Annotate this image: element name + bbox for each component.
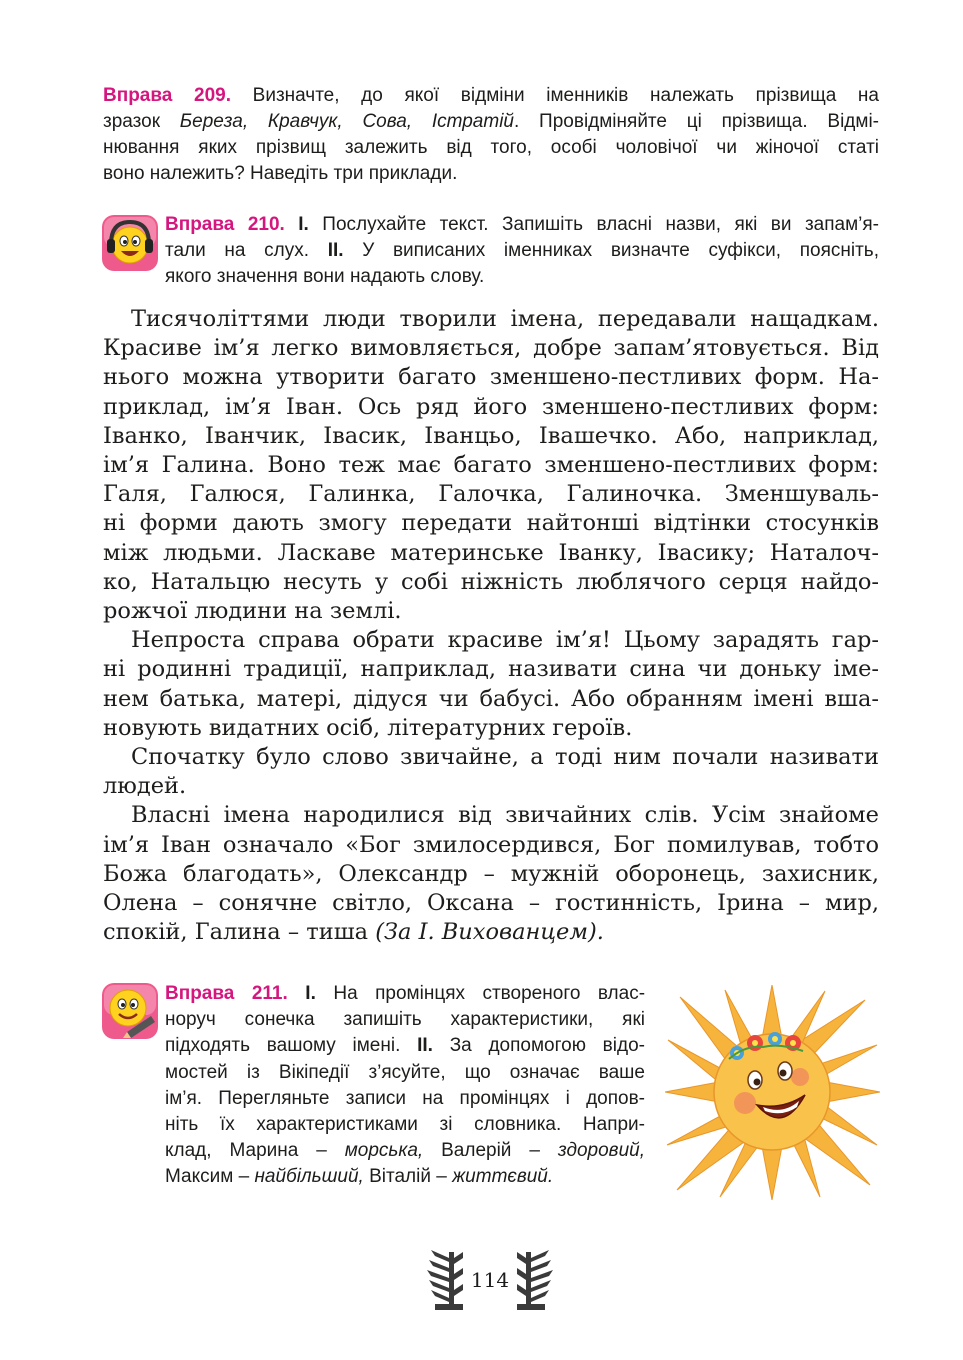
exercise-210-label: Вправа 210. (165, 214, 285, 235)
exercise-209 (103, 83, 879, 187)
part-1-marker: І. (298, 214, 309, 235)
text-line: спокій, Галина – тиша (103, 919, 376, 946)
text-line: нього можна утворити багато зменшено-пестливих форм. На- (103, 364, 879, 391)
writing-smiley-pencil-icon (101, 982, 159, 1040)
text-line: ім’я Галина. Воно теж має багато зменшено-пестливих форм: (103, 452, 879, 479)
text-line: рожчої людини на землі. (103, 598, 402, 625)
name-meaning: життєвий. (452, 1166, 554, 1188)
exercise-211-line-7a: клад, Марина – (165, 1140, 345, 1162)
exercise-211-line-3b: За допомогою відо- (432, 1035, 645, 1057)
name-meaning: здоровий, (557, 1140, 645, 1162)
exercise-210-line-2a: тали на слух. (165, 240, 328, 261)
text-line: між людьми. Ласкаве материнське Іванку, Івасику; Наталоч- (103, 539, 879, 566)
exercise-210-line-1: Послухайте текст. Запишіть власні назви, які ви запам’я- (308, 214, 879, 235)
paragraph-1 (103, 305, 879, 626)
text-line: Тисячоліттями люди творили імена, передавали нащадкам. (131, 306, 879, 332)
exercise-211-line-2: норуч сонечка запишіть характеристики, які (165, 1009, 645, 1031)
name-meaning: найбільший, (254, 1166, 364, 1188)
exercise-210-line-3: якого значення вони надають слову. (165, 266, 485, 287)
text-line: Галя, Галюся, Галинка, Галочка, Галиночка. Зменшуваль- (103, 481, 879, 508)
text-line: Олена – сонячне світло, Оксана – гостинність, Ірина – мир, (103, 890, 879, 917)
surname-examples: Береза, Кравчук, Сова, Істратій (179, 111, 514, 132)
exercise-211-line-8b: Віталій – (363, 1166, 453, 1188)
exercise-210-line-2b: У виписаних іменниках визначте суфікси, поясніть, (343, 240, 879, 261)
exercise-209-label: Вправа 209. (103, 85, 231, 106)
text-line: ко, Натальцю несуть у собі ніжність люблячого серця найдо- (103, 568, 879, 595)
part-2-marker: ІІ. (417, 1035, 433, 1057)
text-line: ні форми дають змогу передати найтонші відтінки стосунків (103, 510, 879, 537)
exercise-209-line-2a: зразок (103, 111, 180, 132)
paragraph-2 (103, 626, 879, 743)
page-footer (425, 1248, 555, 1318)
page-number: 114 (470, 1268, 510, 1292)
exercise-211-line-3a: підходять вашому імені. (165, 1035, 418, 1057)
name-meaning: морська, (344, 1140, 424, 1162)
paragraph-3 (103, 743, 879, 801)
text-line: Власні імена народилися від звичайних слів. Усім знайоме (131, 802, 879, 829)
part-1-marker: І. (305, 983, 316, 1004)
exercise-211 (165, 981, 645, 1191)
folk-ornament-right-icon (515, 1248, 555, 1314)
text-line: Іванко, Іванчик, Івасик, Іванцьо, Івашечко. Або, наприклад, (103, 422, 879, 449)
text-line: Божа благодать», Олександр – мужній оборонець, захисник, (103, 860, 879, 887)
exercise-209-line-3: нювання яких прізвищ залежить від того, особі чоловічої чи жіночої статі (103, 137, 879, 158)
part-2-marker: ІІ. (327, 240, 344, 261)
exercise-211-line-5: ім’я. Перегляньте записи на промінцях і допов- (165, 1087, 645, 1109)
listening-smiley-headphones-icon (101, 214, 159, 272)
text-line: ні родинні традиції, наприклад, називати сина чи доньку іме- (103, 656, 879, 683)
exercise-209-line-1: Визначте, до якої відміни іменників належать прізвища на (252, 85, 879, 106)
text-line: Красиве ім’я легко вимовляється, добре запам’ятовується. Від (103, 335, 879, 362)
exercise-210 (165, 212, 879, 290)
text-line: нем батька, матері, дідуся чи бабусі. Або обранням імені вша- (103, 685, 879, 712)
exercise-211-line-1: На промінцях створеного влас- (315, 983, 646, 1004)
reading-text (103, 305, 879, 947)
exercise-211-line-4: мостей із Вікіпедії з’ясуйте, що означає ваше (165, 1061, 645, 1083)
text-line: людей. (103, 773, 187, 800)
exercise-209-line-4: воно належить? Наведіть три приклади. (103, 163, 458, 184)
exercise-211-line-6: ніть їх характеристиками зі словника. Напри- (165, 1114, 645, 1136)
smiling-sun-illustration (665, 985, 880, 1200)
exercise-211-line-8a: Максим – (165, 1166, 255, 1188)
text-line: новують видатних осіб, літературних героїв. (103, 714, 633, 741)
text-line: ім’я Іван означало «Бог змилосердився, Бог помилував, тобто (103, 831, 879, 858)
exercise-211-line-7b: Валерій – (423, 1140, 558, 1162)
exercise-209-line-2b: . Провідміняйте ці прізвища. Відмі- (514, 111, 879, 132)
exercise-211-label: Вправа 211. (165, 983, 288, 1004)
text-source: (За І. Вихованцем). (375, 919, 604, 946)
text-line: Спочатку було слово звичайне, а тоді ним почали називати (131, 744, 879, 771)
text-line: Непроста справа обрати красиве ім’я! Цьому зарадять гар- (131, 627, 879, 654)
paragraph-4 (103, 801, 879, 947)
text-line: приклад, ім’я Іван. Ось ряд його зменшено-пестливих форм: (103, 393, 879, 420)
